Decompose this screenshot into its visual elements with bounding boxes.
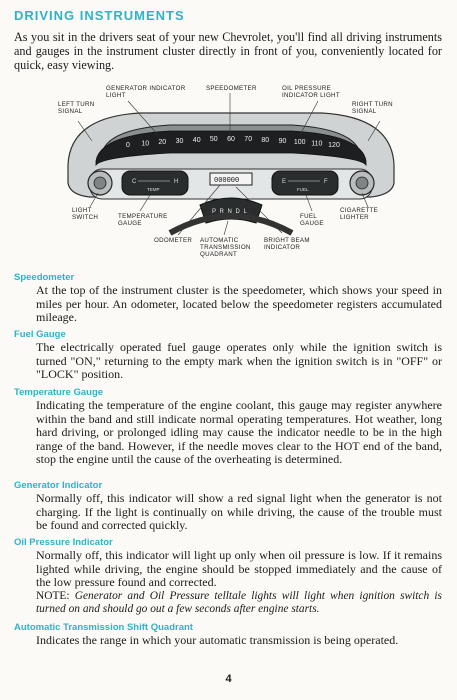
label-generator-indicator-light: GENERATOR INDICATOR LIGHT — [106, 85, 186, 100]
label-temperature-gauge: TEMPERATURE GAUGE — [118, 213, 168, 228]
page-title: DRIVING INSTRUMENTS — [14, 8, 185, 23]
note-text: Generator and Oil Pressure telltale lights will light when ignition switch is turned on and should go out a few seconds after engine starts. — [36, 589, 442, 615]
section-body: The electrically operated fuel gauge operates only while the ignition switch is turned "ON," returning to the empty mark when the ignition switch is in "OFF" or "LOCK" position. — [36, 340, 442, 381]
temp-hot-mark: H — [174, 179, 179, 185]
label-fuel-gauge: FUEL GAUGE — [300, 213, 324, 228]
label-cigarette-lighter: CIGARETTE LIGHTER — [340, 207, 379, 222]
speed-scale-label: 90 — [278, 137, 287, 145]
section-body: Indicates the range in which your automatic transmission is being operated. — [36, 633, 399, 647]
speed-scale-label: 10 — [141, 140, 150, 148]
speed-scale-label: 60 — [227, 136, 235, 143]
section-heading: Oil Pressure Indicator — [14, 537, 113, 548]
section-fuel-gauge — [14, 329, 442, 382]
speed-scale-label: 20 — [158, 139, 167, 146]
label-speedometer: SPEEDOMETER — [206, 85, 257, 92]
label-automatic-transmission-quadrant: AUTOMATIC TRANSMISSION QUADRANT — [200, 237, 251, 259]
speed-scale-label: 0 — [126, 142, 130, 149]
label-odometer: ODOMETER — [154, 237, 193, 244]
note-paragraph — [36, 590, 442, 617]
section-heading: Generator Indicator — [14, 480, 103, 491]
fuel-empty-mark: E — [282, 179, 287, 185]
section-body: At the top of the instrument cluster is the speedometer, which shows your speed in miles per hour. An odometer, located below the speedometer registers accumulated mileage. — [36, 283, 442, 324]
speed-scale-label: 70 — [244, 136, 253, 144]
section-speedometer — [14, 272, 442, 325]
page-number: 4 — [225, 673, 232, 685]
section-body: Normally off, this indicator will show a red signal light when the generator is not charging. If the light is continually on while driving, the cause of the trouble must be found and corrected quickly. — [36, 491, 442, 532]
speed-scale-label: 30 — [175, 137, 184, 145]
section-heading: Temperature Gauge — [14, 387, 104, 398]
temp-caption: TEMP — [147, 187, 160, 192]
gear-letters: P R N D L — [212, 209, 248, 215]
section-generator-indicator — [14, 480, 442, 533]
speed-scale-label: 120 — [328, 142, 340, 149]
intro-paragraph: As you sit in the drivers seat of your new Chevrolet, you'll find all driving instruments and gauges in the instrument cluster directly in front of you, conveniently located for quick, easy viewing. — [14, 30, 442, 72]
section-body: Indicating the temperature of the engine coolant, this gauge may register anywhere within the band and still indicate normal operating temperatures. Hot weather, long hard driving, or prolonged idling may cause the indicator needle to be in the high range of the band. However, if the needle moves clear to the HOT end of the band, stop the engine until the cause of the overheating is determined. — [36, 398, 442, 466]
label-right-turn-signal: RIGHT TURN SIGNAL — [352, 101, 393, 116]
temp-cold-mark: C — [132, 179, 137, 185]
section-body: Normally off, this indicator will light up only when oil pressure is low. If it remains lighted while driving, the engine should be stopped immediately and the cause of the low pressure found and corrected. — [36, 548, 442, 589]
note-label: NOTE: — [36, 589, 70, 602]
speed-scale-label: 40 — [192, 136, 201, 144]
section-oil-pressure-indicator — [14, 537, 442, 617]
label-bright-beam-indicator: BRIGHT BEAM INDICATOR — [264, 237, 310, 252]
speed-scale-label: 50 — [209, 136, 218, 144]
label-left-turn-signal: LEFT TURN SIGNAL — [58, 101, 95, 116]
speed-scale-label: 110 — [311, 140, 323, 148]
section-heading: Fuel Gauge — [14, 329, 66, 340]
fuel-caption: FUEL — [297, 187, 309, 192]
instrument-cluster-diagram — [50, 83, 412, 265]
section-heading: Speedometer — [14, 272, 75, 283]
odometer-reading: 000000 — [214, 177, 240, 185]
section-heading: Automatic Transmission Shift Quadrant — [14, 622, 193, 633]
speed-scale-label: 100 — [293, 139, 306, 146]
speed-scale-label: 80 — [261, 136, 270, 144]
section-shift-quadrant — [14, 622, 442, 648]
fuel-full-mark: F — [324, 179, 328, 185]
label-oil-pressure-indicator-light: OIL PRESSURE INDICATOR LIGHT — [282, 85, 340, 100]
label-light-switch: LIGHT SWITCH — [72, 207, 99, 222]
section-temperature-gauge — [14, 387, 442, 467]
